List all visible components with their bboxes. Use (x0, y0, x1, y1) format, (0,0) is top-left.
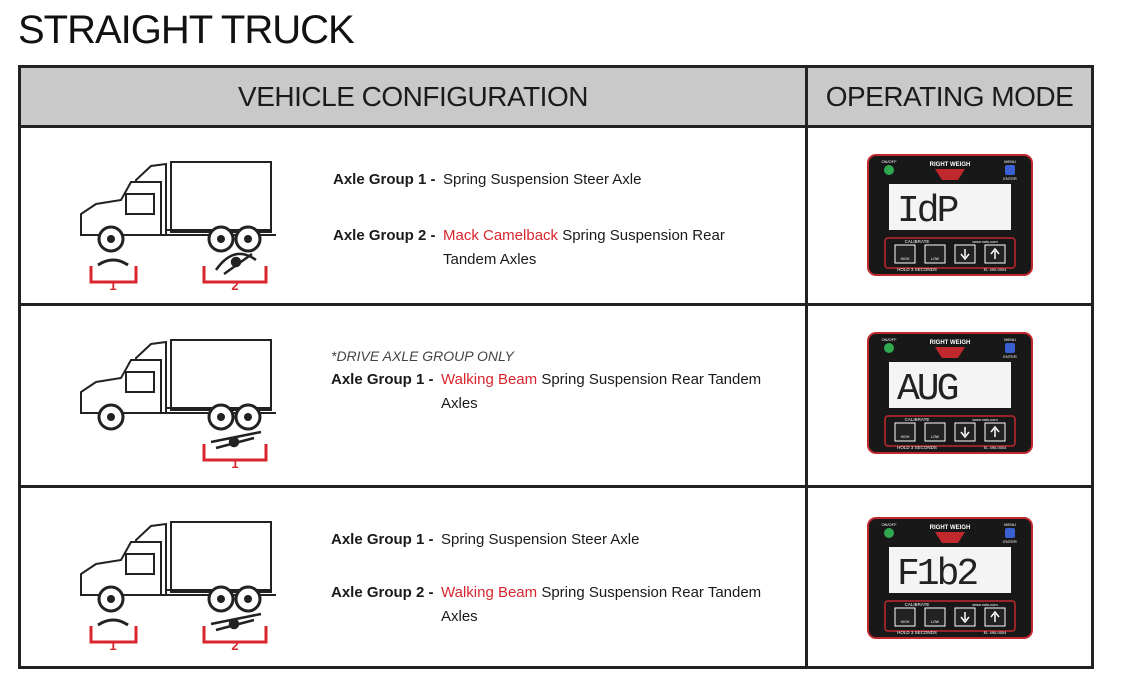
part-number-label: EL 490-0004 (983, 267, 1007, 272)
axle-group-label: Axle Group 1 - (331, 531, 434, 548)
highlight-text: Walking Beam (441, 371, 538, 388)
config-row-1 (21, 128, 805, 303)
power-icon (884, 165, 894, 175)
menu-enter-icon (1005, 528, 1015, 538)
brand-label: RIGHT WEIGH (929, 162, 971, 168)
axle-group-text (443, 168, 773, 192)
axle-marker-1: 1 (109, 278, 117, 292)
calibrate-label: CALIBRATE (904, 417, 930, 422)
axle-group-text (441, 528, 771, 552)
gauge-panel-3 (867, 517, 1033, 639)
low-label: LOW (931, 257, 939, 261)
calibrate-label: CALIBRATE (904, 602, 930, 607)
power-icon (884, 528, 894, 538)
axle-group-label: Axle Group 1 - (333, 171, 436, 188)
power-icon (884, 343, 894, 353)
axle-description (333, 168, 773, 272)
high-label: HIGH (900, 435, 910, 439)
suspension-text: Spring Suspension Steer Axle (443, 171, 642, 188)
hold-label: HOLD 3 SECONDS (897, 630, 937, 635)
axle-group-row (331, 581, 771, 629)
low-label: LOW (931, 620, 939, 624)
axle-group-row (333, 168, 773, 192)
axle-group-row (333, 224, 773, 272)
axle-group-text (443, 224, 773, 272)
high-label: HIGH (900, 620, 910, 624)
menu-enter-icon (1005, 165, 1015, 175)
on-off-label: ON/OFF (881, 522, 897, 527)
enter-label: ENTER (1003, 354, 1017, 359)
lcd-readout: IdP (897, 190, 957, 233)
axle-marker-1: 1 (109, 638, 117, 652)
axle-group-row (331, 368, 771, 416)
highlight-text: Walking Beam (441, 584, 538, 601)
vehicle-configuration-header: VEHICLE CONFIGURATION (21, 68, 805, 125)
url-label: www.rwis.com (972, 602, 998, 607)
axle-group-label: Axle Group 1 - (331, 371, 434, 388)
straight-truck-icon (76, 502, 296, 652)
column-divider (805, 68, 808, 666)
axle-group-row (331, 528, 771, 552)
axle-marker-2: 2 (231, 638, 239, 652)
gauge-panel-1 (867, 154, 1033, 276)
suspension-text: Spring Suspension Rear Tandem Axles (443, 227, 725, 268)
menu-label: MENU (1004, 337, 1016, 342)
axle-group-text (441, 368, 771, 416)
highlight-text: Mack Camelback (443, 227, 559, 244)
gauge-panel-2 (867, 332, 1033, 454)
brand-label: RIGHT WEIGH (929, 525, 971, 531)
operating-mode-header: OPERATING MODE (808, 68, 1091, 125)
lcd-readout: F1b2 (897, 553, 977, 596)
suspension-text: Spring Suspension Rear Tandem Axles (441, 371, 762, 412)
menu-label: MENU (1004, 522, 1016, 527)
part-number-label: EL 490-0004 (983, 445, 1007, 450)
on-off-label: ON/OFF (881, 337, 897, 342)
menu-label: MENU (1004, 159, 1016, 164)
axle-marker-2: 2 (231, 278, 239, 292)
hold-label: HOLD 3 SECONDS (897, 267, 937, 272)
on-off-label: ON/OFF (881, 159, 897, 164)
enter-label: ENTER (1003, 539, 1017, 544)
straight-truck-icon (76, 142, 296, 292)
calibrate-label: CALIBRATE (904, 239, 930, 244)
drive-axle-note: *DRIVE AXLE GROUP ONLY (331, 348, 514, 364)
enter-label: ENTER (1003, 176, 1017, 181)
axle-marker-1: 1 (231, 456, 239, 470)
url-label: www.rwis.com (972, 417, 998, 422)
hold-label: HOLD 3 SECONDS (897, 445, 937, 450)
config-row-2 (21, 306, 805, 485)
low-label: LOW (931, 435, 939, 439)
config-row-3 (21, 488, 805, 666)
axle-description (331, 528, 771, 629)
lcd-readout: AUG (897, 368, 957, 411)
configuration-table (18, 65, 1094, 669)
suspension-text: Spring Suspension Steer Axle (441, 531, 640, 548)
axle-description (331, 344, 771, 416)
part-number-label: EL 490-0004 (983, 630, 1007, 635)
menu-enter-icon (1005, 343, 1015, 353)
axle-group-text (441, 581, 771, 629)
brand-label: RIGHT WEIGH (929, 340, 971, 346)
axle-group-label: Axle Group 2 - (333, 227, 436, 244)
url-label: www.rwis.com (972, 239, 998, 244)
page-title: STRAIGHT TRUCK (18, 8, 354, 52)
axle-group-label: Axle Group 2 - (331, 584, 434, 601)
straight-truck-icon (76, 320, 296, 470)
high-label: HIGH (900, 257, 910, 261)
suspension-text: Spring Suspension Rear Tandem Axles (441, 584, 762, 625)
